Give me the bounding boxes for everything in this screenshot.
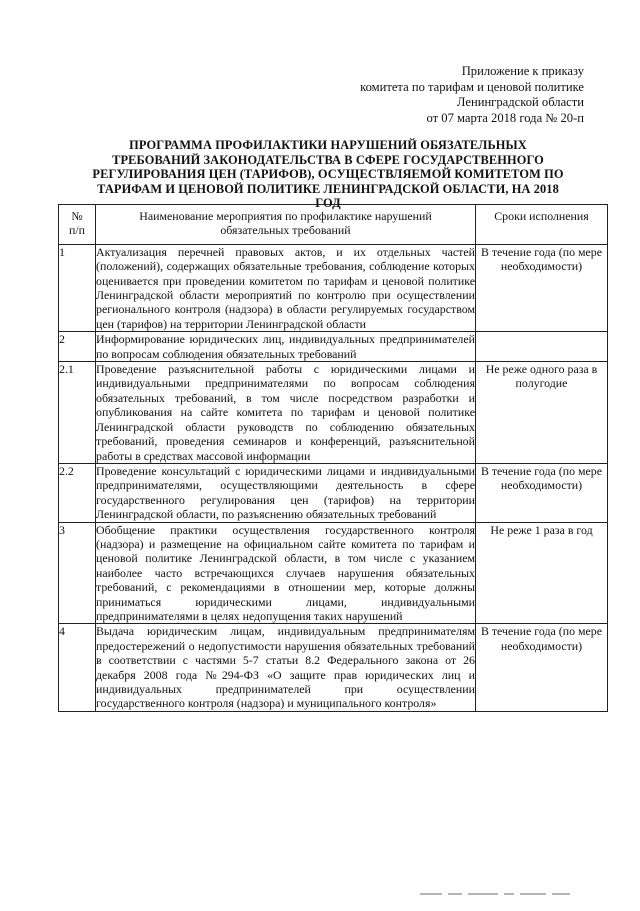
row-number: 2	[59, 332, 96, 362]
header-event-line: обязательных требований	[220, 223, 351, 238]
table-row	[59, 463, 608, 522]
header-event	[96, 205, 476, 245]
table-row	[59, 624, 608, 711]
table-row	[59, 362, 608, 464]
row-term: В течение года (по мере необходимости)	[476, 624, 608, 711]
title-line: ТАРИФАМ И ЦЕНОВОЙ ПОЛИТИКЕ ЛЕНИНГРАДСКОЙ ОБЛАСТИ, НА 2018 ГОД	[97, 181, 559, 211]
row-event: Проведение разъяснительной работы с юридическими лицами и индивидуальными предпринимателями по вопросам соблюдения обязательных требований, в том числе посредством разработки и опубликования на сайте комитета по тарифам и ценовой политике Ленинградской области руководств по соблюдению обязательных требований, проведения семинаров и конференций, разъяснительной работы в средствах массовой информации	[96, 362, 475, 463]
header-event-line: Наименование мероприятия по профилактике нарушений	[139, 209, 432, 223]
annex-line: Приложение к приказу	[461, 64, 584, 78]
row-number: 1	[59, 244, 96, 331]
row-event: Проведение консультаций с юридическими лицами и индивидуальными предпринимателями, осуществляющими деятельность в сфере государственного регулирования цен (тарифов) на территории Ленинградской области, по разъяснению обязательных требований	[96, 463, 475, 522]
row-term: В течение года (по мере необходимости)	[476, 244, 608, 331]
row-number: 2.2	[59, 463, 96, 522]
row-event: Информирование юридических лиц, индивидуальных предпринимателей по вопросам соблюдения обязательных требований	[96, 332, 475, 361]
table-row	[59, 522, 608, 624]
program-table	[58, 204, 608, 712]
title-line: РЕГУЛИРОВАНИЯ ЦЕН (ТАРИФОВ), ОСУЩЕСТВЛЯЕМОЙ КОМИТЕТОМ ПО	[92, 167, 564, 182]
scan-artifact	[420, 893, 610, 897]
annex-line: комитета по тарифам и ценовой политике	[360, 79, 584, 94]
annex-note	[284, 64, 584, 126]
table-row	[59, 244, 608, 331]
document-title	[86, 138, 570, 211]
title-line: ПРОГРАММА ПРОФИЛАКТИКИ НАРУШЕНИЙ ОБЯЗАТЕЛЬНЫХ	[129, 138, 527, 152]
header-term: Сроки исполнения	[476, 205, 608, 245]
row-term: В течение года (по мере необходимости)	[476, 463, 608, 522]
table-header-row	[59, 205, 608, 245]
row-number: 3	[59, 522, 96, 624]
header-num-abbr: п/п	[68, 223, 86, 238]
table-row	[59, 332, 608, 362]
header-num	[59, 205, 96, 245]
row-event: Выдача юридическим лицам, индивидуальным предпринимателям предостережений о недопустимости нарушения обязательных требований в соответствии с частями 5-7 статьи 8.2 Федерального закона от 26 декабря 2008 года №294-ФЗ «О защите прав юридических лиц и индивидуальных предпринимателей при осуществлении государственного контроля (надзора) и муниципального контроля»	[96, 624, 475, 711]
row-number: 2.1	[59, 362, 96, 464]
row-term: Не реже одного раза в полугодие	[476, 362, 608, 464]
row-term: Не реже 1 раза в год	[476, 522, 608, 624]
title-line: ТРЕБОВАНИЙ ЗАКОНОДАТЕЛЬСТВА В СФЕРЕ ГОСУДАРСТВЕННОГО	[112, 152, 544, 167]
row-event: Обобщение практики осуществления государственного контроля (надзора) и размещение на официальном сайте комитета по тарифам и ценовой политике Ленинградской области, в том числе с указанием наиболее часто встречающихся случаев нарушения обязательных требований, с рекомендациями в отношении мер, которые должны приниматься юридическими лицами, индивидуальными предпринимателями в целях недопущения таких нарушений	[96, 522, 475, 623]
header-num-symbol: №	[71, 209, 83, 223]
annex-line: Ленинградской области	[456, 95, 584, 110]
annex-line: от 07 марта 2018 года № 20-п	[426, 110, 584, 125]
row-event: Актуализация перечней правовых актов, и их отдельных частей (положений), содержащих обязательные требования, соблюдение которых оценивается при проведении комитетом по тарифам и ценовой политике Ленинградской области мероприятий по контролю при осуществлении регионального контроля (надзора) в области регулируемых государством цен (тарифов) на территории Ленинградской области	[96, 244, 475, 331]
row-number: 4	[59, 624, 96, 711]
row-term	[476, 332, 608, 362]
